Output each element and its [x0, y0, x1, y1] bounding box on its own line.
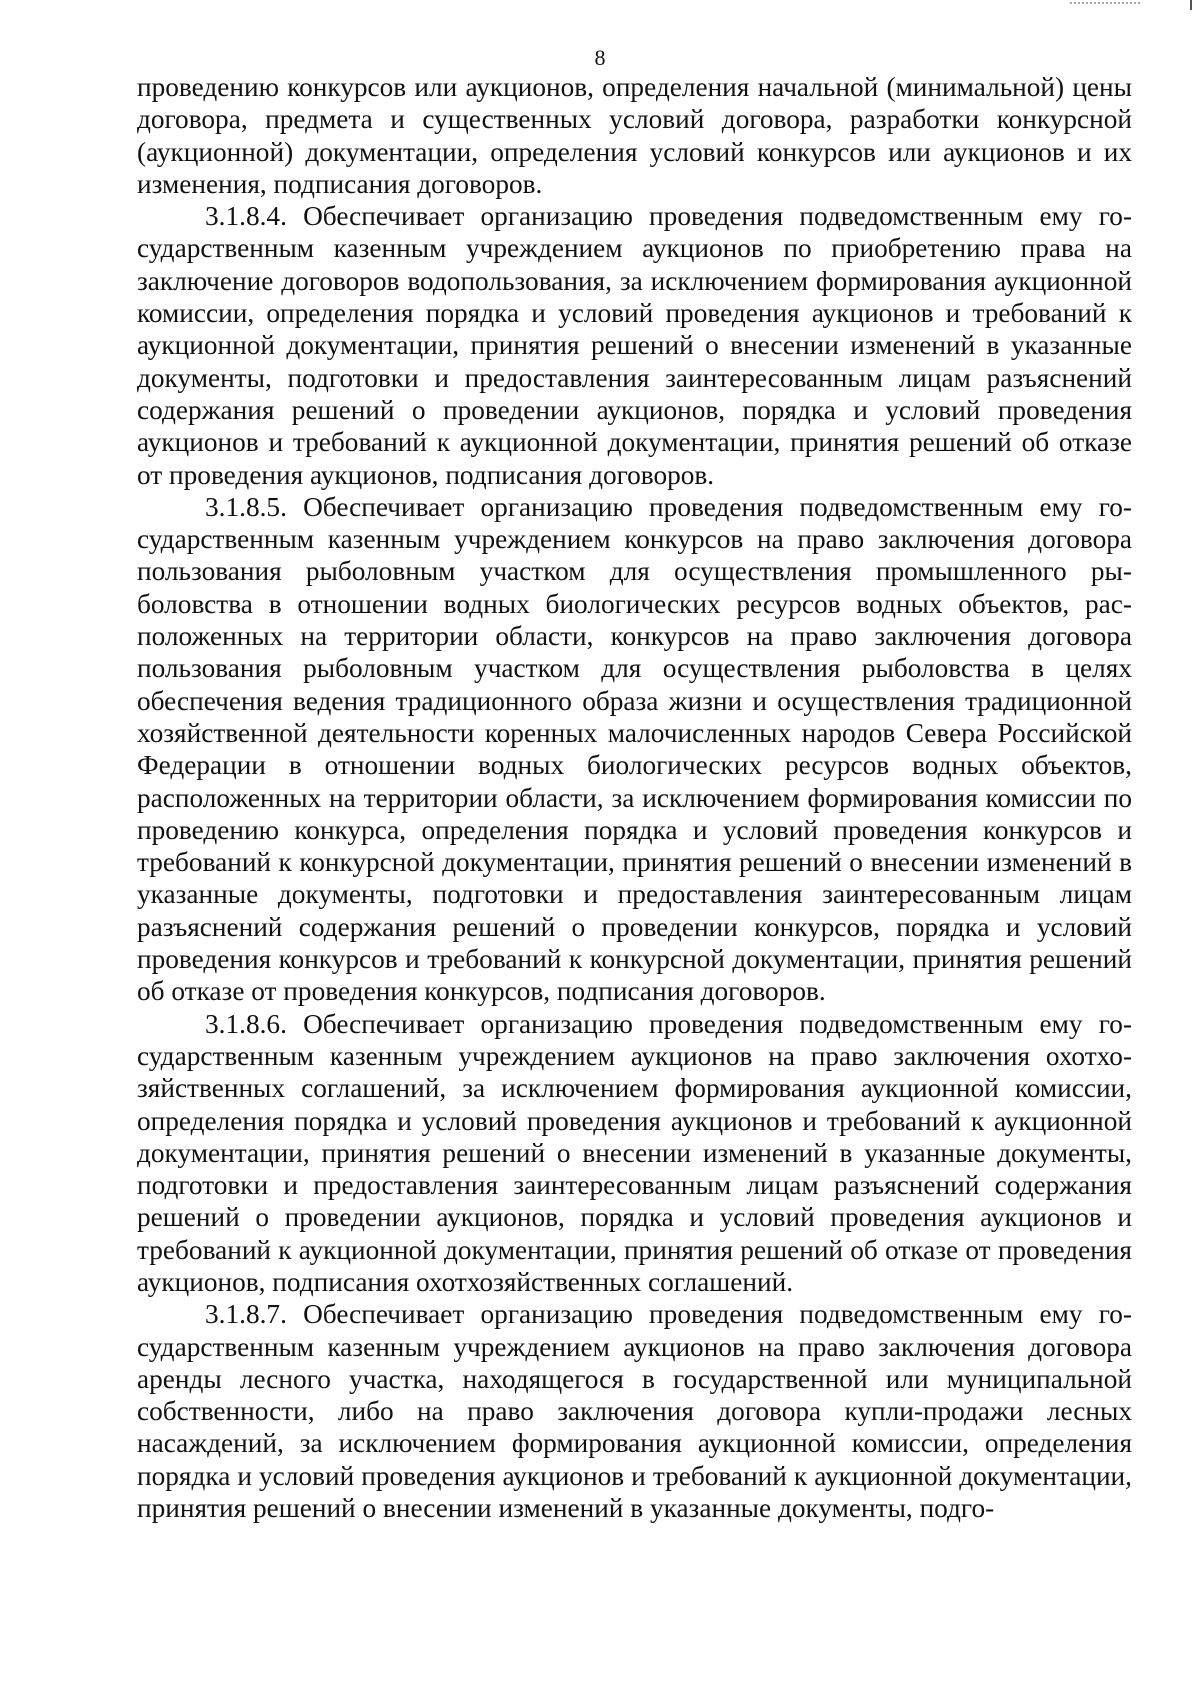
paragraph-3-1-8-4: 3.1.8.4. Обеспечивает организацию проведения подведомственным ему государственным казенным учреждением аукционов по приобретению права на заключение договоров водопользования, за исключением формирования аукционной комиссии, определения порядка и условий проведения аукционов и требований к аукционной документации, принятия решений о внесении изменений в указанные документы, подготовки и предоставления заинтересованным лицам разъяснений содержания решений о проведении аукционов, порядка и условий проведения аукционов и требований к аукционной документации, принятия решений об отказе от проведения аукционов, подписания договоров.	[137, 201, 1132, 490]
paragraph-3-1-8-6: 3.1.8.6. Обеспечивает организацию проведения подведомственным ему государственным казенным учреждением аукционов на право заключения охотхозяйственных соглашений, за исключением формирования аукционной комиссии, определения порядка и условий проведения аукционов и требований к аукционной документации, принятия решений о внесении изменений в указанные документы, подготовки и предоставления заинтересованным лицам разъяснений содержания решений о проведении аукционов, порядка и условий проведения аукционов и требований к аукционной документации, принятия решений об отказе от проведения аукционов, подписания охотхозяйственных соглашений.	[137, 1008, 1132, 1297]
paragraph-continuation: проведению конкурсов или аукционов, определения начальной (минимальной) цены договора, предмета и существенных условий договора, разработки конкурсной (аукционной) документации, определения условий конкурсов или аукционов и их изменения, подписания договоров.	[137, 72, 1132, 199]
scan-artifact-mark	[1190, 0, 1192, 10]
page-number: 8	[594, 45, 606, 70]
paragraph-3-1-8-5: 3.1.8.5. Обеспечивает организацию проведения подведомственным ему государственным казенным учреждением конкурсов на право заключения договора пользования рыболовным участком для осуществления промышленного рыболовства в отношении водных биологических ресурсов водных объектов, расположенных на территории области, конкурсов на право заключения договора пользования рыболовным участком для осуществления рыболовства в целях обеспечения ведения традиционного образа жизни и осуществления традиционной хозяйственной деятельности коренных малочисленных народов Севера Российской Федерации в отношении водных биологических ресурсов водных объектов, расположенных на территории области, за исключением формирования комиссии по проведению конкурса, определения порядка и условий проведения конкурсов и требований к конкурсной документации, принятия решений о внесении изменений в указанные документы, подготовки и предоставления заинтересованным лицам разъяснений содержания решений о проведении конкурсов, порядка и условий проведения конкурсов и требований к конкурсной документации, принятия решений об отказе от проведения конкурсов, подписания договоров.	[137, 491, 1132, 1007]
scan-artifact	[1070, 2, 1140, 6]
document-body	[137, 71, 1132, 1524]
paragraph-3-1-8-7: 3.1.8.7. Обеспечивает организацию проведения подведомственным ему государственным казенным учреждением аукционов на право заключения договора аренды лесного участка, находящегося в государственной или муниципальной собственности, либо на право заключения договора купли-продажи лесных насаждений, за исключением формирования аукционной комиссии, определения порядка и условий проведения аукционов и требований к аукционной документации, принятия решений о внесении изменений в указанные документы, подго-	[137, 1299, 1132, 1524]
